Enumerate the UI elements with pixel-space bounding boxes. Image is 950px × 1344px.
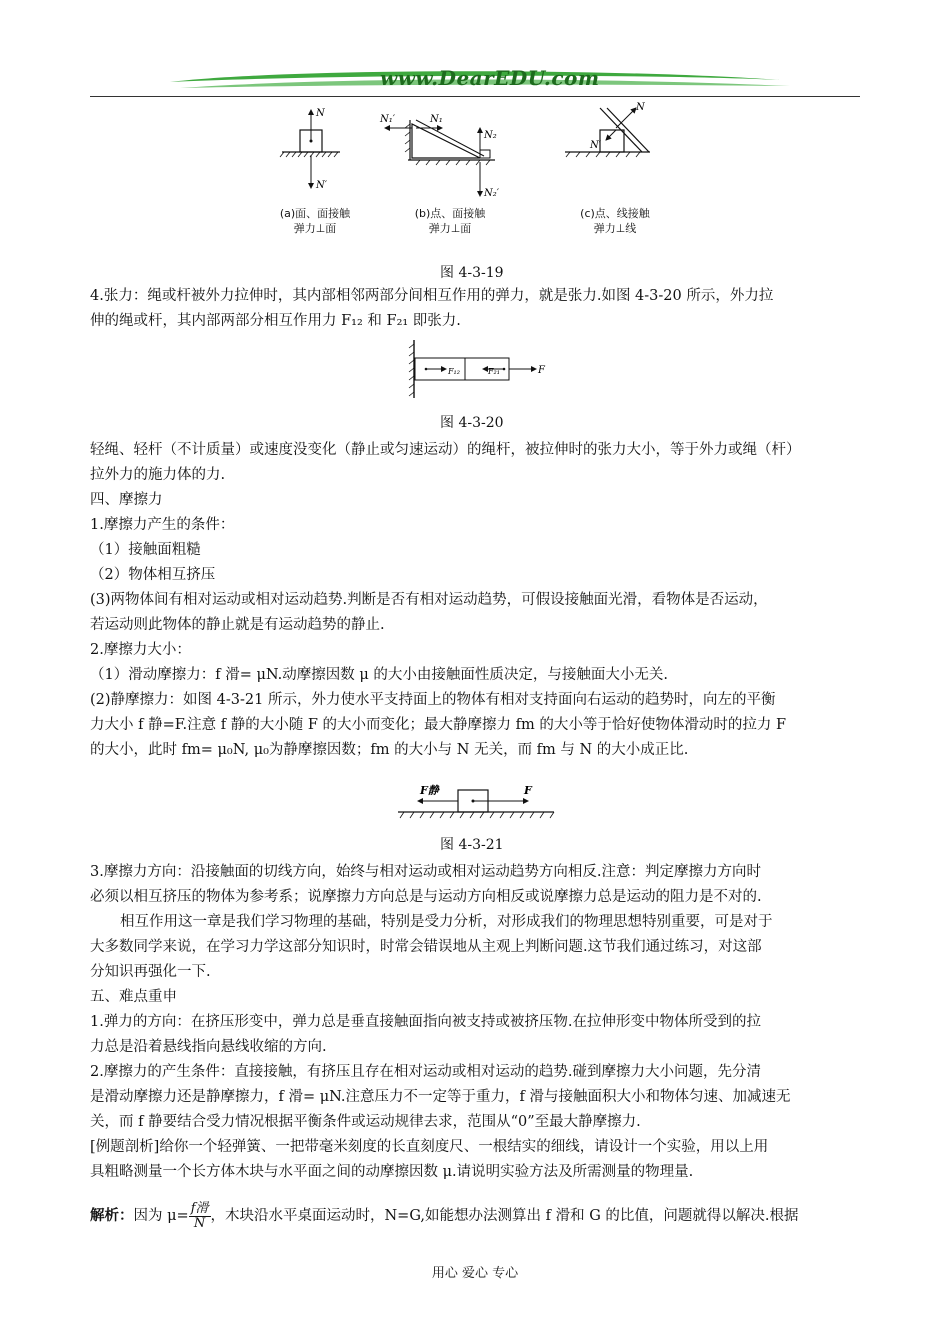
text-line: 若运动则此物体的静止就是有运动趋势的静止.: [90, 617, 385, 633]
svg-text:N′: N′: [590, 140, 602, 151]
text-line: 的大小，此时 fm= μ₀N, μ₀为静摩擦因数；fm 的大小与 N 无关，而 fm 与 N 的大小成正比.: [90, 742, 689, 758]
text-line: 2.摩擦力的产生条件：直接接触，有挤压且存在相对运动或相对运动的趋势.碰到摩擦力大小问题，先分清: [90, 1064, 761, 1080]
figure-20-caption: 图 4-3-20: [440, 415, 504, 431]
analysis-pre: 因为 μ=: [133, 1208, 189, 1224]
svg-text:F₁₂: F₁₂: [448, 367, 460, 376]
text-line: （1）滑动摩擦力：f 滑= μN.动摩擦因数 μ 的大小由接触面性质决定，与接触面大小无关.: [90, 667, 669, 683]
figure-4-3-21: [396, 778, 556, 824]
text-block-2: [90, 438, 870, 763]
panel-c-caption-line1: (c)点、线接触: [580, 207, 650, 220]
text-line: 1.弹力的方向：在挤压形变中，弹力总是垂直接触面指向被支持或被挤压物.在拉伸形变中物体所受到的拉: [90, 1014, 761, 1030]
text-line: (3)两物体间有相对运动或相对运动趋势.判断是否有相对运动趋势，可假设接触面光滑，看物体是否运动，: [90, 592, 768, 608]
page-footer: 用心 爱心 专心: [431, 1266, 519, 1281]
panel-b-drawing: [379, 114, 500, 199]
figure-4-3-19: [270, 100, 690, 240]
svg-text:F₂₁: F₂₁: [488, 367, 500, 376]
text-line: 分知识再强化一下.: [90, 964, 211, 980]
figure-4-3-20: [400, 338, 550, 400]
panel-c-caption-line2: 弹力⊥线: [593, 222, 637, 235]
section-heading: 五、难点重申: [90, 989, 177, 1005]
svg-text:F: F: [538, 365, 545, 376]
text-line: 4.张力：绳或杆被外力拉伸时，其内部相邻两部分间相互作用的弹力，就是张力.如图 4-3-20 所示，外力拉: [90, 288, 774, 304]
text-line: 是滑动摩擦力还是静摩擦力，f 滑= μN.注意压力不一定等于重力，f 滑与接触面积大小和物体匀速、加减速无: [90, 1089, 791, 1105]
svg-text:F: F: [524, 784, 532, 797]
text-line: [例题剖析]给你一个轻弹簧、一把带毫米刻度的长直刻度尺、一根结实的细线，请设计一个实验，用以上用: [90, 1139, 769, 1155]
text-line: 力总是沿着悬线指向悬线收缩的方向.: [90, 1039, 327, 1055]
svg-text:N′: N′: [316, 180, 328, 191]
site-logo: www.DearEDU.com: [380, 66, 600, 90]
svg-text:N: N: [316, 108, 325, 119]
text-line: 力大小 f 静=F.注意 f 静的大小随 F 的大小而变化；最大静摩擦力 fm 的大小等于恰好使物体滑动时的拉力 F: [90, 717, 787, 733]
header-rule: [90, 96, 860, 97]
figure-21-caption: 图 4-3-21: [440, 837, 504, 853]
text-line: 必须以相互挤压的物体为参考系；说摩擦力方向总是与运动方向相反或说摩擦力总是运动的阻力是不对的.: [90, 889, 762, 905]
text-line: (2)静摩擦力：如图 4-3-21 所示，外力使水平支持面上的物体有相对支持面向右运动的趋势时，向左的平衡: [90, 692, 776, 708]
svg-text:N₂′: N₂′: [484, 188, 500, 199]
svg-text:N₁: N₁: [430, 114, 443, 125]
friction-formula-fraction: [189, 1202, 211, 1231]
panel-a-caption-line1: (a)面、面接触: [279, 207, 351, 220]
panel-a-caption-line2: 弹力⊥面: [293, 222, 337, 235]
panel-c-caption: [565, 206, 665, 236]
panel-a-drawing: [280, 108, 340, 191]
panel-b-caption: [400, 206, 500, 236]
figure-19-caption: 图 4-3-19: [440, 265, 504, 281]
text-line: 3.摩擦力方向：沿接触面的切线方向，始终与相对运动或相对运动趋势方向相反.注意：判定摩擦力方向时: [90, 864, 761, 880]
panel-b-caption-line2: 弹力⊥面: [428, 222, 472, 235]
text-block-3: [90, 860, 870, 1185]
panel-b-caption-line1: (b)点、面接触: [414, 207, 486, 220]
text-block-1: [90, 284, 870, 334]
figure-20-drawing: [400, 338, 550, 400]
text-line: （1）接触面粗糙: [90, 542, 201, 558]
analysis-line: [90, 1196, 870, 1236]
text-line: 具粗略测量一个长方体木块与水平面之间的动摩擦因数 μ.请说明实验方法及所需测量的物理量.: [90, 1164, 694, 1180]
text-line: 2.摩擦力大小：: [90, 642, 191, 658]
text-line: 轻绳、轻杆（不计质量）或速度没变化（静止或匀速运动）的绳杆，被拉伸时的张力大小，等于外力或绳（杆）: [90, 442, 801, 458]
panel-c-drawing: [565, 102, 650, 157]
text-line: （2）物体相互挤压: [90, 567, 216, 583]
analysis-label: 解析：: [90, 1207, 134, 1224]
text-line: 拉外力的施力体的力.: [90, 467, 226, 483]
fraction-denominator: N: [193, 1215, 206, 1231]
fraction-numerator: f滑: [190, 1200, 209, 1216]
svg-text:N: N: [636, 102, 645, 113]
text-line: 大多数同学来说，在学习力学这部分知识时，时常会错误地从主观上判断问题.这节我们通过练习，对这部: [90, 939, 762, 955]
analysis-post: ，木块沿水平桌面运动时，N=G,如能想办法测算出 f 滑和 G 的比值，问题就得以解决.根据: [210, 1208, 799, 1224]
section-heading: 四、摩擦力: [90, 492, 163, 508]
text-line: 相互作用这一章是我们学习物理的基础，特别是受力分析，对形成我们的物理思想特别重要，可是对于: [120, 914, 773, 930]
svg-text:N₁′: N₁′: [380, 114, 396, 125]
figure-21-drawing: [396, 778, 556, 824]
svg-text:F静: F静: [420, 784, 439, 797]
text-line: 关，而 f 静要结合受力情况根据平衡条件或运动规律去求，范围从“0”至最大静摩擦力.: [90, 1114, 641, 1130]
svg-text:N₂: N₂: [484, 130, 497, 141]
text-line: 1.摩擦力产生的条件：: [90, 517, 235, 533]
panel-a-caption: [265, 206, 365, 236]
text-line: 伸的绳或杆，其内部两部分相互作用力 F₁₂ 和 F₂₁ 即张力.: [90, 313, 461, 329]
